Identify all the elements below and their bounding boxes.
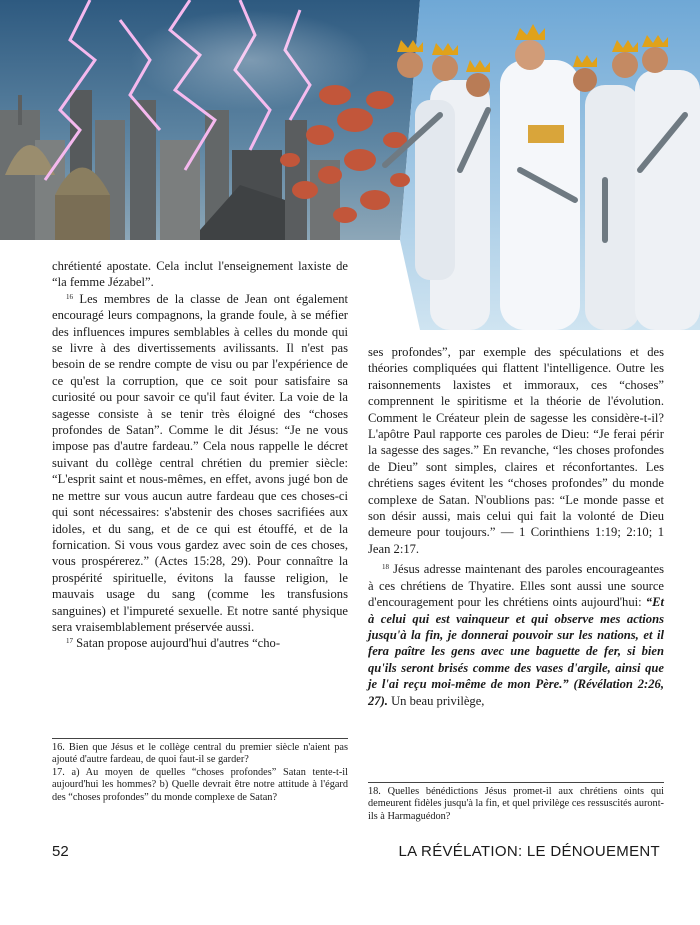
- study-questions-left: [52, 738, 348, 804]
- paragraph-number: 17: [66, 637, 73, 646]
- paragraph-number: 18: [382, 563, 389, 572]
- paragraph-continued: chrétienté apostate. Cela inclut l'enseignement laxiste de “la femme Jézabel”.: [52, 259, 348, 290]
- paragraph-17-continued: ses profondes”, par exemple des spéculations et des théories compliquées qui flattent l'intelligence. Outre les raisonnements laxistes et immoraux, ces “choses” comprennent le spiritisme et la théorie de l'évolution. Comment le Créateur plein de sagesse les considère-t-il? L'apôtre Paul rapporte ces paroles de Dieu: “Je ferai périr la sagesse des sages.” En revanche, “les choses profondes de Dieu” sont simples, claires et réconfortantes. Les chrétiens sages évitent les “choses profondes” du monde complexe de Satan. N'oublions pas: “Le monde passe et son désir aussi, mais celui qui fait la volonté de Dieu demeure pour toujours.” — 1 Corinthiens 1:19; 2:10; 1 Jean 2:17.: [368, 345, 664, 556]
- crowned-kings: [397, 24, 700, 330]
- right-column: [368, 344, 664, 709]
- paragraph-number: 16: [66, 292, 73, 301]
- paragraph-18: $^{18}$ Jésus adresse maintenant des paroles encourageantes à ces chrétiens de Thyatire. Elles sont aussi une source d'encouragement pour les chrétiens oints aujourd'hui: “Et à celui qui est vainqueur et qui observe mes actions jusqu'à la fin, je donnerai pouvoir sur les nations, et il fera paître les gens avec une baguette de fer, si bien qu'ils seront brisés comme des vases d'argile, ainsi que je l'ai reçu moi-même de mon Père.” (Révélation 2:26, 27). Un beau privilège,: [368, 562, 664, 708]
- question-17: 17. a) Au moyen de quelles “choses profondes” Satan tente-t-il aujourd'hui les hommes? b) Quelle devrait être notre attitude à l'égard des “choses profondes” du monde complexe de Satan?: [52, 766, 348, 803]
- paragraph-17: $^{17}$ Satan propose aujourd'hui d'autres “cho-: [66, 636, 281, 651]
- study-questions-right: [368, 782, 664, 823]
- scripture-quote: “Et à celui qui est vainqueur et qui observe mes actions jusqu'à la fin, je donnerai pouvoir sur les nations, et il fera paître les gens avec une baguette de fer, si bien qu'ils seront brisés comme des vases d'argile, ainsi que je l'ai reçu moi-même de mon Père.” (Révélation 2:26, 27).: [368, 595, 664, 708]
- question-18: 18. Quelles bénédictions Jésus promet-il aux chrétiens oints qui demeurent fidèles jusqu'à la fin, et quel privilège ces ressuscités auront-ils à Harmaguédon?: [368, 786, 664, 822]
- running-title: LA RÉVÉLATION: LE DÉNOUEMENT: [398, 843, 660, 860]
- left-column: [52, 258, 348, 652]
- paragraph-16: $^{16}$ Les membres de la classe de Jean ont également encouragé leurs compagnons, la grande foule, à se méfier des influences impures semblables à celles du monde qui se livre à des divertissements avilissants. Il n'est pas besoin de se rendre compte de visu ou par l'expérience de ce qu'est la corruption, que ce soit pour satisfaire sa curiosité ou pour savoir ce qu'il faut éviter. La voie de la sagesse consiste à se tenir très éloigné des “choses profondes de Satan”. Comme le dit Jésus: “Je ne vous impose pas d'autre fardeau.” Cela nous rappelle le décret suivant du collège central chrétien du premier siècle: “L'esprit saint et nous-mêmes, en effet, avons jugé bon de ne mettre sur vous aucun autre fardeau que ces choses-ci qui sont nécessaires: s'abstenir des choses sacrifiées aux idoles, et du sang, et de ce qui est étouffé, et de la fornication. Si vous vous gardez avec soin de ces choses, vous prospérerez.” (Actes 15:28, 29). Pour connaître la prospérité spirituelle, évitons la fausse religion, le mauvais usage du sang (comme les transfusions sanguines) et l'impureté sexuelle. Et notre santé physique sera vraisemblablement préservée aussi.: [52, 291, 348, 634]
- question-16: 16. Bien que Jésus et le collège central du premier siècle n'aient pas ajouté d'autre fardeau, de quoi faut-il se garder?: [52, 742, 348, 766]
- page-number: 52: [52, 843, 69, 860]
